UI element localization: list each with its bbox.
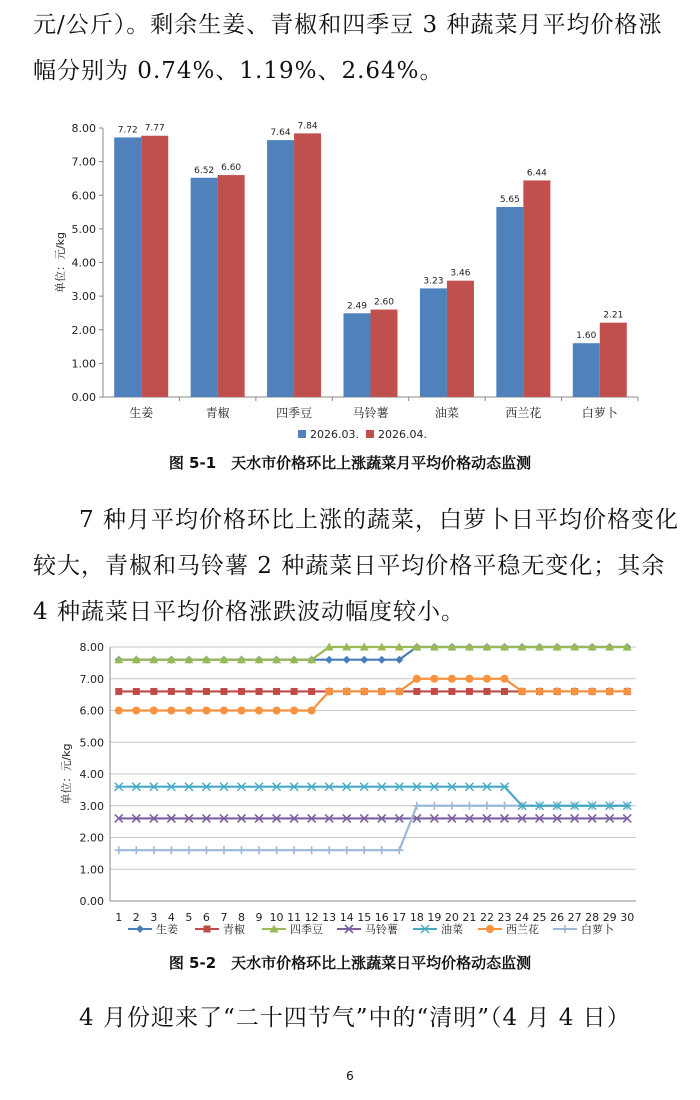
paragraph-3-line-1: 4 月份迎来了“二十四节气”中的“清明”（4 月 4 日） bbox=[79, 1005, 631, 1031]
x-tick-label: 马铃薯 bbox=[352, 406, 389, 420]
data-point bbox=[115, 688, 122, 695]
data-point bbox=[185, 783, 193, 791]
figure-1-caption: 图 5-1 天水市价格环比上涨蔬菜月平均价格动态监测 bbox=[168, 454, 532, 472]
data-point bbox=[395, 846, 403, 854]
series-line bbox=[119, 647, 627, 660]
y-tick-label: 3.00 bbox=[71, 290, 96, 304]
data-label: 2.21 bbox=[603, 310, 624, 321]
data-label: 7.72 bbox=[117, 125, 138, 136]
data-point bbox=[325, 846, 333, 854]
data-point bbox=[203, 688, 210, 695]
series-line bbox=[119, 679, 627, 711]
data-label: 3.46 bbox=[450, 268, 471, 279]
bar bbox=[573, 343, 600, 397]
bar bbox=[600, 323, 627, 397]
y-tick-label: 5.00 bbox=[71, 222, 96, 236]
data-point bbox=[465, 783, 473, 791]
data-point bbox=[238, 783, 246, 791]
data-point bbox=[501, 802, 509, 810]
y-tick-label: 2.00 bbox=[71, 323, 96, 337]
legend-marker bbox=[421, 925, 429, 933]
data-point bbox=[360, 687, 368, 695]
data-point bbox=[588, 687, 596, 695]
paragraph-2 bbox=[33, 497, 679, 635]
data-point bbox=[606, 687, 614, 695]
data-point bbox=[202, 846, 210, 854]
data-point bbox=[413, 675, 421, 683]
x-tick-label: 4 bbox=[167, 911, 175, 924]
data-point bbox=[430, 783, 438, 791]
x-tick-label: 6 bbox=[202, 911, 210, 924]
data-point bbox=[413, 688, 420, 695]
data-point bbox=[185, 707, 193, 715]
data-point bbox=[378, 656, 386, 664]
figure-2-caption: 图 5-2 天水市价格环比上涨蔬菜日平均价格动态监测 bbox=[168, 954, 532, 972]
data-point bbox=[483, 802, 491, 810]
paragraph-2-line-1: 7 种月平均价格环比上涨的蔬菜，白萝卜日平均价格变化 bbox=[79, 507, 679, 533]
y-tick-label: 6.00 bbox=[71, 189, 96, 203]
data-point bbox=[202, 783, 210, 791]
x-tick-label: 9 bbox=[255, 911, 263, 924]
data-point bbox=[255, 707, 263, 715]
bar bbox=[114, 137, 141, 397]
x-tick-label: 22 bbox=[479, 911, 494, 924]
x-tick-label: 14 bbox=[339, 911, 354, 924]
data-point bbox=[167, 707, 175, 715]
data-label: 5.65 bbox=[499, 195, 520, 206]
series-line bbox=[119, 647, 627, 660]
legend-item bbox=[195, 922, 245, 936]
data-point bbox=[150, 846, 158, 854]
legend-marker bbox=[136, 925, 144, 933]
data-point bbox=[202, 707, 210, 715]
data-point bbox=[483, 783, 491, 791]
x-tick-label: 3 bbox=[150, 911, 158, 924]
data-point bbox=[238, 688, 245, 695]
x-tick-label: 13 bbox=[322, 911, 337, 924]
series-line bbox=[119, 806, 627, 850]
legend-item bbox=[337, 922, 398, 936]
bar bbox=[191, 178, 218, 397]
data-point bbox=[343, 783, 351, 791]
data-label: 6.60 bbox=[221, 163, 242, 174]
data-point bbox=[501, 688, 508, 695]
legend-label: 青椒 bbox=[223, 923, 245, 936]
data-point bbox=[255, 783, 263, 791]
data-point bbox=[273, 688, 280, 695]
x-tick-label: 11 bbox=[287, 911, 302, 924]
y-tick-label: 8.00 bbox=[71, 122, 96, 135]
data-point bbox=[150, 783, 158, 791]
legend-label: 生姜 bbox=[156, 923, 178, 936]
series-4 bbox=[115, 814, 631, 822]
legend-marker bbox=[486, 925, 494, 933]
y-tick-label: 4.00 bbox=[71, 256, 96, 270]
x-tick-label: 26 bbox=[550, 911, 565, 924]
y-tick-label: 0.00 bbox=[71, 391, 96, 404]
data-point bbox=[273, 783, 281, 791]
data-point bbox=[185, 688, 192, 695]
x-tick-label: 21 bbox=[462, 911, 477, 924]
data-point bbox=[220, 783, 228, 791]
data-point bbox=[238, 846, 246, 854]
data-point bbox=[290, 707, 298, 715]
bar bbox=[447, 281, 474, 397]
data-point bbox=[256, 688, 263, 695]
data-point bbox=[238, 707, 246, 715]
paragraph-1-line-1: 元/公斤）。剩余生姜、青椒和四季豆 3 种蔬菜月平均价格涨 bbox=[33, 12, 663, 38]
y-axis-label: 单位：元/kg bbox=[54, 231, 67, 294]
data-point bbox=[378, 687, 386, 695]
x-tick-label: 16 bbox=[374, 911, 389, 924]
x-tick-label: 24 bbox=[515, 911, 530, 924]
data-point bbox=[168, 688, 175, 695]
data-point bbox=[185, 846, 193, 854]
data-label: 7.64 bbox=[270, 128, 291, 139]
data-point bbox=[465, 802, 473, 810]
data-point bbox=[220, 707, 228, 715]
data-point bbox=[273, 846, 281, 854]
bar bbox=[420, 288, 447, 397]
data-point bbox=[255, 846, 263, 854]
data-point bbox=[290, 783, 298, 791]
data-point bbox=[360, 656, 368, 664]
data-point bbox=[430, 675, 438, 683]
paragraph-2-line-2: 较大，青椒和马铃薯 2 种蔬菜日平均价格平稳无变化；其余 bbox=[33, 553, 666, 579]
paragraph-2-line-3: 4 种蔬菜日平均价格涨跌波动幅度较小。 bbox=[33, 599, 465, 625]
bar bbox=[267, 140, 294, 397]
legend-item bbox=[478, 922, 539, 936]
data-point bbox=[553, 687, 561, 695]
data-point bbox=[325, 783, 333, 791]
data-point bbox=[273, 707, 281, 715]
y-tick-label: 7.00 bbox=[79, 672, 104, 686]
line-chart bbox=[0, 632, 700, 942]
data-label: 2.60 bbox=[373, 297, 395, 308]
data-point bbox=[167, 846, 175, 854]
data-point bbox=[291, 688, 298, 695]
legend-label: 四季豆 bbox=[290, 923, 323, 936]
x-tick-label: 生姜 bbox=[129, 406, 154, 420]
bar bbox=[523, 180, 550, 397]
legend-swatch bbox=[298, 430, 306, 438]
y-tick-label: 1.00 bbox=[71, 357, 96, 371]
data-point bbox=[448, 802, 456, 810]
legend-label: 白萝卜 bbox=[581, 923, 614, 936]
bar bbox=[294, 133, 321, 397]
data-point bbox=[115, 846, 123, 854]
x-tick-label: 19 bbox=[427, 911, 442, 924]
paragraph-3 bbox=[33, 995, 673, 1041]
data-point bbox=[413, 802, 421, 810]
data-point bbox=[325, 656, 333, 664]
data-point bbox=[343, 846, 351, 854]
data-point bbox=[395, 783, 403, 791]
data-point bbox=[132, 707, 140, 715]
legend-swatch bbox=[366, 430, 374, 438]
x-tick-label: 12 bbox=[304, 911, 319, 924]
bar bbox=[218, 175, 245, 397]
data-point bbox=[150, 688, 157, 695]
y-tick-label: 8.00 bbox=[79, 641, 104, 654]
data-point bbox=[431, 688, 438, 695]
x-tick-label: 17 bbox=[392, 911, 407, 924]
x-tick-label: 5 bbox=[185, 911, 193, 924]
legend-marker bbox=[561, 925, 569, 933]
data-point bbox=[308, 846, 316, 854]
data-point bbox=[448, 688, 455, 695]
y-axis-label: 单位：元/kg bbox=[60, 743, 73, 805]
bar bbox=[371, 310, 398, 397]
y-tick-label: 2.00 bbox=[79, 831, 104, 845]
bar-chart bbox=[0, 110, 700, 445]
bar bbox=[344, 313, 371, 397]
data-label: 3.23 bbox=[423, 276, 444, 287]
data-point bbox=[483, 688, 490, 695]
data-point bbox=[220, 688, 227, 695]
bar bbox=[141, 136, 168, 397]
y-tick-label: 1.00 bbox=[79, 863, 104, 877]
paragraph-1-line-2: 幅分别为 0.74%、1.19%、2.64%。 bbox=[33, 58, 444, 84]
data-label: 6.44 bbox=[526, 168, 547, 179]
series-line bbox=[119, 787, 627, 806]
x-tick-label: 29 bbox=[602, 911, 617, 924]
data-point bbox=[378, 846, 386, 854]
data-point bbox=[483, 675, 491, 683]
x-tick-label: 2 bbox=[132, 911, 140, 924]
data-point bbox=[115, 783, 123, 791]
legend-item bbox=[262, 922, 323, 936]
paragraph-1 bbox=[33, 2, 673, 94]
data-point bbox=[360, 783, 368, 791]
data-point bbox=[448, 783, 456, 791]
data-point bbox=[150, 707, 158, 715]
data-point bbox=[360, 846, 368, 854]
legend-item bbox=[128, 922, 178, 936]
x-tick-label: 10 bbox=[269, 911, 284, 924]
legend-marker bbox=[204, 926, 211, 933]
data-point bbox=[115, 707, 123, 715]
legend-label: 2026.03. bbox=[310, 428, 359, 441]
data-point bbox=[465, 675, 473, 683]
data-point bbox=[308, 688, 315, 695]
y-tick-label: 6.00 bbox=[79, 704, 104, 718]
y-tick-label: 4.00 bbox=[79, 768, 104, 781]
legend-label: 油菜 bbox=[441, 923, 463, 936]
legend-label: 马铃薯 bbox=[365, 923, 398, 936]
x-tick-label: 30 bbox=[620, 911, 635, 924]
data-point bbox=[413, 783, 421, 791]
x-tick-label: 白萝卜 bbox=[581, 406, 618, 420]
data-label: 2.49 bbox=[346, 301, 368, 312]
data-label: 1.60 bbox=[576, 331, 597, 342]
data-point bbox=[395, 687, 403, 695]
x-tick-label: 油菜 bbox=[434, 406, 459, 420]
data-point bbox=[448, 675, 456, 683]
data-point bbox=[571, 687, 579, 695]
data-label: 7.84 bbox=[297, 121, 318, 132]
data-point bbox=[132, 846, 140, 854]
data-point bbox=[378, 783, 386, 791]
data-point bbox=[290, 846, 298, 854]
bar-chart-figure bbox=[0, 110, 700, 449]
y-tick-label: 7.00 bbox=[71, 155, 96, 169]
x-tick-label: 西兰花 bbox=[505, 406, 542, 420]
page-number: 6 bbox=[346, 1069, 354, 1083]
data-point bbox=[325, 687, 333, 695]
data-point bbox=[343, 656, 351, 664]
x-tick-label: 28 bbox=[585, 911, 600, 924]
data-label: 7.77 bbox=[144, 123, 165, 134]
legend-label: 2026.04. bbox=[378, 428, 427, 441]
x-tick-label: 27 bbox=[567, 911, 582, 924]
data-point bbox=[133, 688, 140, 695]
x-tick-label: 8 bbox=[238, 911, 245, 924]
legend-item bbox=[553, 922, 614, 936]
x-tick-label: 25 bbox=[532, 911, 547, 924]
data-point bbox=[220, 846, 228, 854]
data-point bbox=[501, 675, 509, 683]
legend-item bbox=[413, 922, 463, 936]
data-point bbox=[430, 802, 438, 810]
x-tick-label: 7 bbox=[220, 911, 228, 924]
data-point bbox=[343, 687, 351, 695]
line-chart-figure bbox=[0, 632, 700, 946]
data-point bbox=[308, 783, 316, 791]
x-tick-label: 15 bbox=[357, 911, 372, 924]
legend-label: 西兰花 bbox=[506, 923, 539, 936]
data-point bbox=[623, 687, 631, 695]
x-tick-label: 18 bbox=[409, 911, 424, 924]
data-point bbox=[501, 783, 509, 791]
x-tick-label: 四季豆 bbox=[276, 406, 313, 420]
bar bbox=[496, 207, 523, 397]
data-point bbox=[308, 707, 316, 715]
x-tick-label: 23 bbox=[497, 911, 512, 924]
y-tick-label: 3.00 bbox=[79, 799, 104, 813]
y-tick-label: 5.00 bbox=[79, 736, 104, 750]
data-point bbox=[167, 783, 175, 791]
data-point bbox=[536, 687, 544, 695]
x-tick-label: 青椒 bbox=[205, 406, 230, 420]
data-point bbox=[132, 783, 140, 791]
x-tick-label: 1 bbox=[115, 911, 123, 924]
data-point bbox=[466, 688, 473, 695]
x-tick-label: 20 bbox=[444, 911, 459, 924]
y-tick-label: 0.00 bbox=[79, 895, 104, 908]
data-point bbox=[518, 687, 526, 695]
data-label: 6.52 bbox=[194, 165, 215, 176]
